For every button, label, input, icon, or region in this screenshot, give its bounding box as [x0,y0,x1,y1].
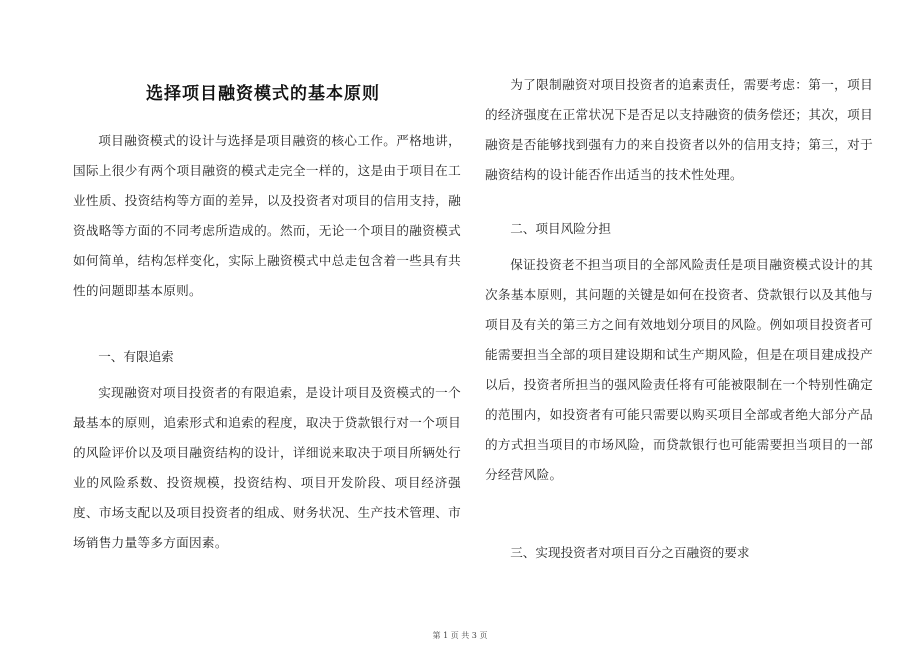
page-number-label: 第 1 页 共 3 页 [432,631,488,640]
section-heading-full-financing: 三、实现投资者对项目百分之百融资的要求 [510,545,750,560]
document-title: 选择项目融资模式的基本原则 [146,84,380,104]
intro-paragraph: 项目融资模式的设计与选择是项目融资的核心工作。严格地讲，国际上很少有两个项目融资的模式走完全一样的，这是由于项目在工业性质、投资结构等方面的差异，以及投资者对项目的信用支持，融资战略等方面的不同考虑所造成的。然而，无论一个项目的融资模式如何简单，结构怎样变化，实际上融资模式中总走包含着一些具有共性的问题即基本原则。 [73,133,461,298]
limited-recourse-paragraph: 实现融资对项目投资者的有限追索，是设计项目及资模式的一个最基本的原则，追索形式和追索的程度，取决于贷款银行对一个项目的风险评价以及项目融资结构的设计，详细说来取决于项目所辆处行业的风险系数、投资规模，投资结构、项目开发阶段、项目经济强度、市场支配以及项目投资者的组成、财务状况、生产技术管理、市场销售力量等多方面因素。 [73,385,461,550]
section-heading-risk-sharing: 二、项目风险分担 [510,221,611,236]
risk-sharing-paragraph: 保证投资老不担当项目的全部风险责任是项目融资模式设计的其次条基本原则，其问题的关键是如何在投资者、贷款银行以及其他与项目及有关的第三方之间有效地划分项目的风险。例如项目投资者可能需要担当全部的项目建设期和试生产期风险，但是在项目建成投产以后，投资者所担当的强风险责任将有可能被限制在一个特别性确定的范围内，如投资者有可能只需要以购买项目全部或者绝大部分产品的方式担当项目的市场风险，而贷款银行也可能需要担当项目的一部分经营风险。 [485,257,873,482]
section-heading-limited-recourse: 一、有限追索 [98,349,174,364]
recourse-limit-paragraph: 为了限制融资对项目投资者的追素责任，需要考虑：第一，项目的经济强度在正常状况下是否足以支持融资的债务偿还；其次，项目融资是否能够找到强有力的来自投资者以外的信用支持；第三，对于融资结构的设计能否作出适当的技术性处理。 [485,77,873,182]
page-footer [0,630,920,641]
